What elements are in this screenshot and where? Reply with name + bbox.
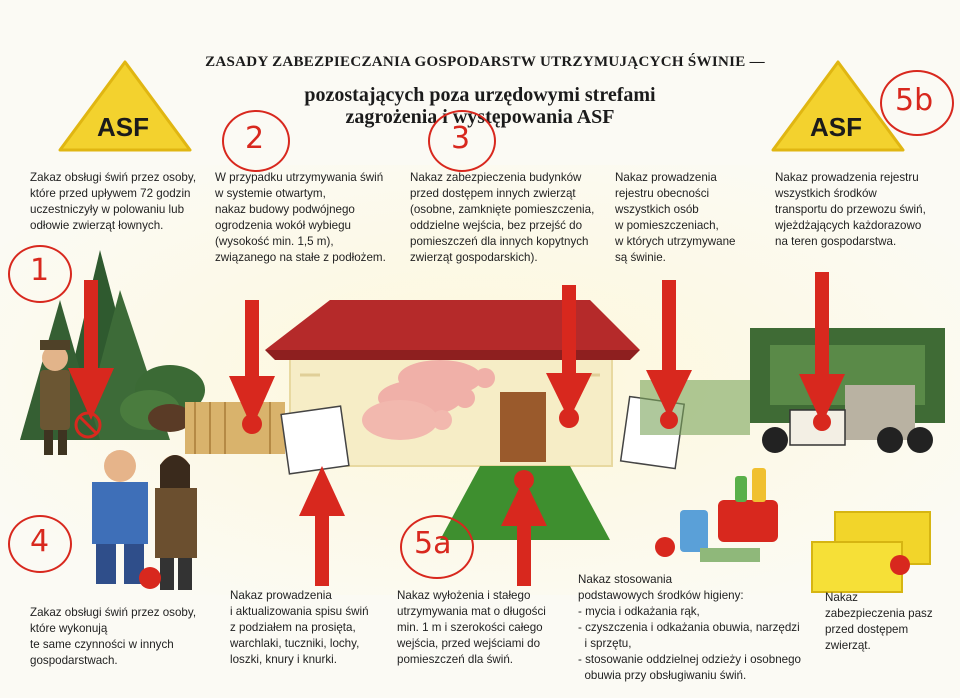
- rule-1-text: Zakaz obsługi świń przez osoby, które przed upływem 72 godzin uczestniczyły w polowaniu lub odłowie zwierząt łownych.: [30, 171, 197, 232]
- rule-hygiene-text: Nakaz stosowania podstawowych środków higieny: - mycia i odkażania rąk, - czyszczenia i odkażania obuwia, narzędzi i sprzętu, - stosowanie oddzielnej odzieży i osobnego obuwia przy obsługiwaniu świń.: [578, 573, 801, 682]
- number-1: 1: [30, 253, 50, 288]
- number-4: 4: [30, 524, 50, 559]
- number-2: 2: [245, 121, 265, 156]
- number-5a: 5a: [414, 526, 452, 561]
- rule-register-text: Nakaz prowadzenia rejestru obecności wszystkich osób w pomieszczeniach, w których utrzymywane są świnie.: [615, 171, 736, 264]
- asf-label-left: ASF: [97, 112, 149, 142]
- dot-feed: [890, 555, 910, 575]
- number-5b: 5b: [895, 83, 934, 118]
- rule-5a-text: Nakaz wyłożenia i stałego utrzymywania mat o długości min. 1 m i szerokości całego wejścia, przed wejściami do pomieszczeń dla świń.: [397, 589, 546, 666]
- dot-hygiene: [655, 537, 675, 557]
- rule-4-text: Zakaz obsługi świń przez osoby, które wykonują te same czynności w innych gospodarstwach.: [30, 606, 197, 667]
- rule-2-text: W przypadku utrzymywania świń w systemie otwartym, nakaz budowy podwójnego ogrodzenia wokół wybiegu (wysokość min. 1,5 m), związanego na stałe z podłożem.: [215, 171, 386, 264]
- rule-list-text: Nakaz prowadzenia i aktualizowania spisu świń z podziałem na prosięta, warchlaki, tuczniki, lochy, loszki, knury i knurki.: [230, 589, 369, 666]
- number-3: 3: [451, 121, 471, 156]
- notebook-icon: [281, 406, 349, 474]
- rule-3-text: Nakaz zabezpieczenia budynków przed dostępem innych zwierząt (osobne, zamknięte pomieszczenia, oddzielne wejścia, bez przejść do pomieszczeń dla innych kopytnych zwierząt gospodarskich).: [410, 171, 595, 264]
- poster-title-line3: zagrożenia i występowania ASF: [345, 106, 615, 128]
- fence-icon: [185, 402, 285, 454]
- poster-title-line1: ZASADY ZABEZPIECZANIA GOSPODARSTW UTRZYMUJĄCYCH ŚWINIE —: [205, 54, 765, 70]
- asf-label-right: ASF: [810, 112, 862, 142]
- rule-5b-text: Nakaz prowadzenia rejestru wszystkich środków transportu do przewozu świń, wjeżdżających każdorazowo na teren gospodarstwa.: [775, 171, 926, 248]
- poster-title-line2: pozostających poza urzędowymi strefami: [304, 84, 656, 106]
- rule-feed-text: Nakaz zabezpieczenia pasz przed dostępem zwierząt.: [825, 591, 933, 652]
- dot-4: [139, 567, 161, 589]
